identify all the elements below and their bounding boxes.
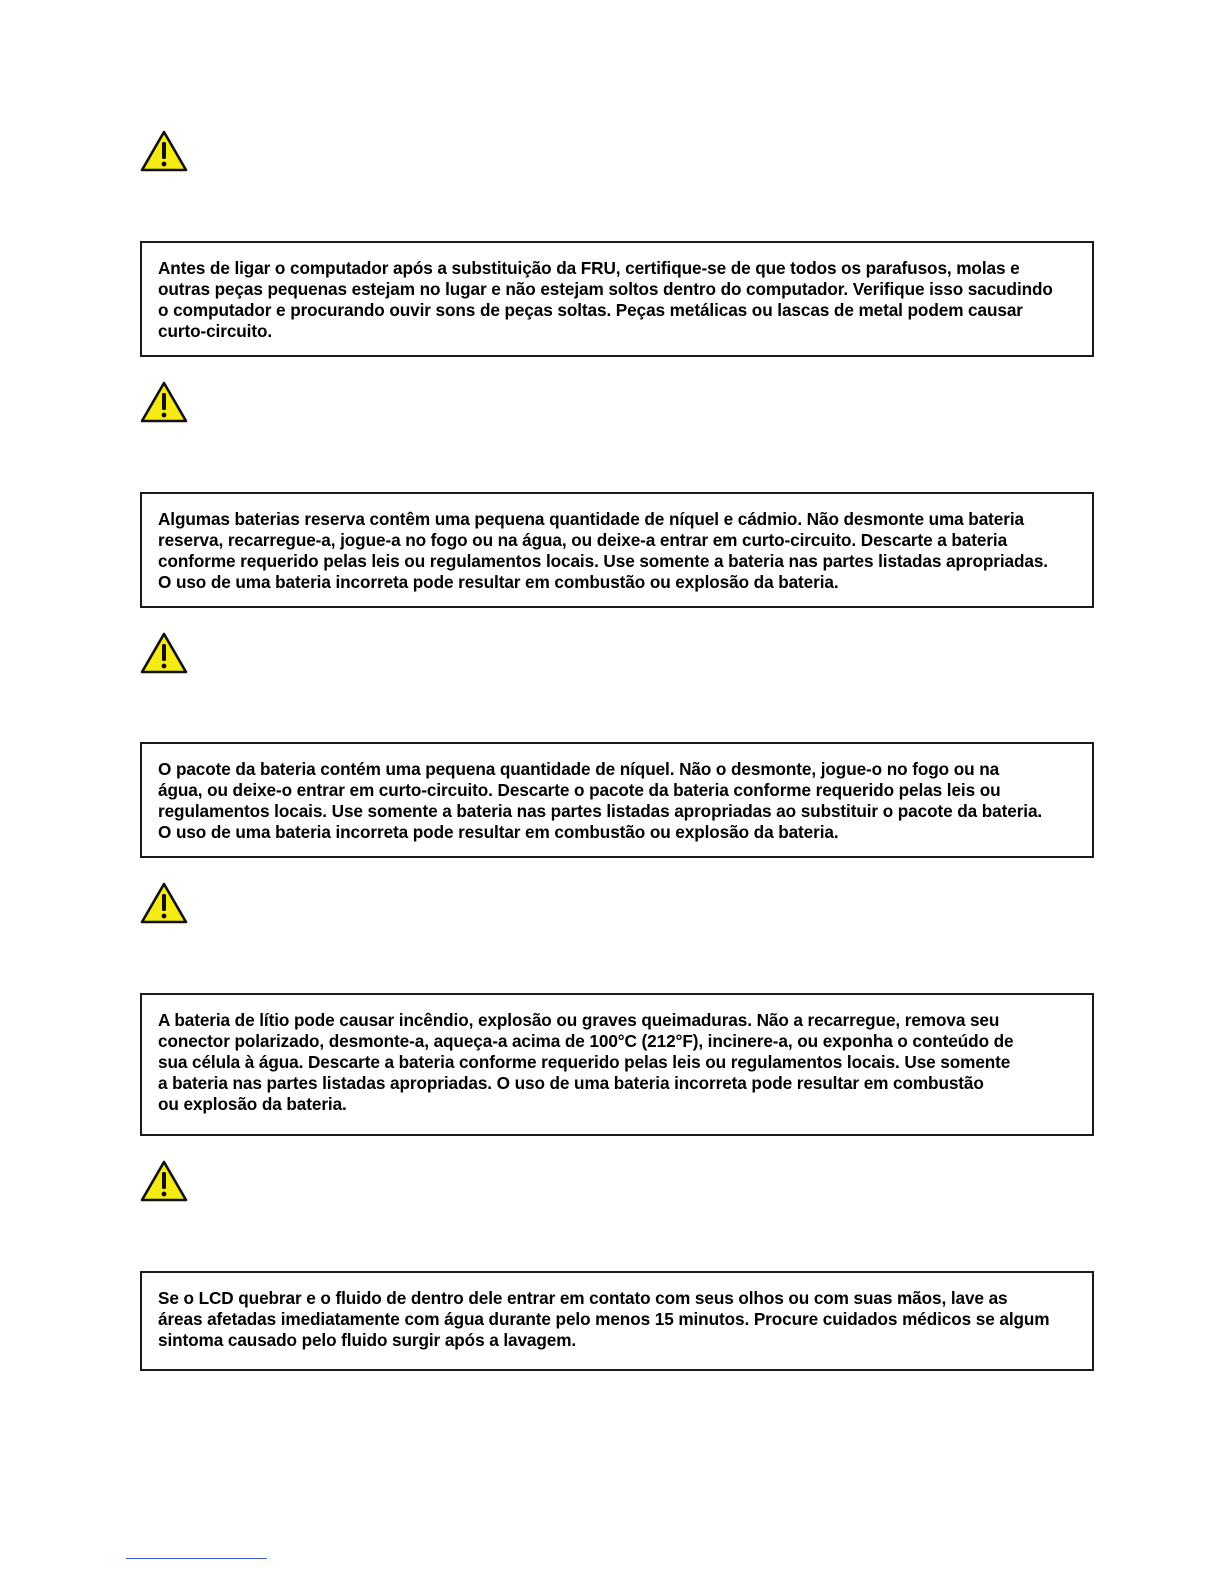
footer-divider	[126, 1558, 267, 1559]
warning-icon	[140, 130, 188, 172]
caution-notice-text: Se o LCD quebrar e o fluido de dentro dele entrar em contato com seus olhos ou com suas mãos, lave as áreas afetadas imediatamente com água durante pelo menos 15 minutos. Procure cuidados médicos se algum sintoma causado pelo fluido surgir após a lavagem.	[158, 1288, 1050, 1350]
caution-notice-text: A bateria de lítio pode causar incêndio, explosão ou graves queimaduras. Não a recarregue, remova seu conector polarizado, desmonte-a, aqueça-a acima de 100°C (212°F), incinere-a, ou exponha o conteúdo de sua célula à água. Descarte a bateria conforme requerido pelas leis ou regulamentos locais. Use somente a bateria nas partes listadas apropriadas. O uso de uma bateria incorreta pode resultar em combustão ou explosão da bateria.	[158, 1010, 1014, 1114]
caution-notice-box	[140, 241, 1094, 357]
warning-icon	[140, 1160, 188, 1202]
caution-notice-box	[140, 993, 1094, 1136]
caution-notice-box	[140, 742, 1094, 858]
caution-notice-text: Antes de ligar o computador após a substituição da FRU, certifique-se de que todos os parafusos, molas e outras peças pequenas estejam no lugar e não estejam soltos dentro do computador. Verifique isso sacudindo o computador e procurando ouvir sons de peças soltas. Peças metálicas ou lascas de metal podem causar curto-circuito.	[158, 258, 1053, 341]
warning-icon	[140, 381, 188, 423]
warning-icon	[140, 882, 188, 924]
caution-notice-box	[140, 492, 1094, 608]
caution-notice-text: Algumas baterias reserva contêm uma pequena quantidade de níquel e cádmio. Não desmonte uma bateria reserva, recarregue-a, jogue-a no fogo ou na água, ou deixe-a entrar em curto-circuito. Descarte a bateria conforme requerido pelas leis ou regulamentos locais. Use somente a bateria nas partes listadas apropriadas. O uso de uma bateria incorreta pode resultar em combustão ou explosão da bateria.	[158, 509, 1048, 592]
caution-notice-text: O pacote da bateria contém uma pequena quantidade de níquel. Não o desmonte, jogue-o no fogo ou na água, ou deixe-o entrar em curto-circuito. Descarte o pacote da bateria conforme requerido pelas leis ou regulamentos locais. Use somente a bateria nas partes listadas apropriadas ao substituir o pacote da bateria. O uso de uma bateria incorreta pode resultar em combustão ou explosão da bateria.	[158, 759, 1043, 842]
warning-icon	[140, 632, 188, 674]
caution-notice-box	[140, 1271, 1094, 1371]
